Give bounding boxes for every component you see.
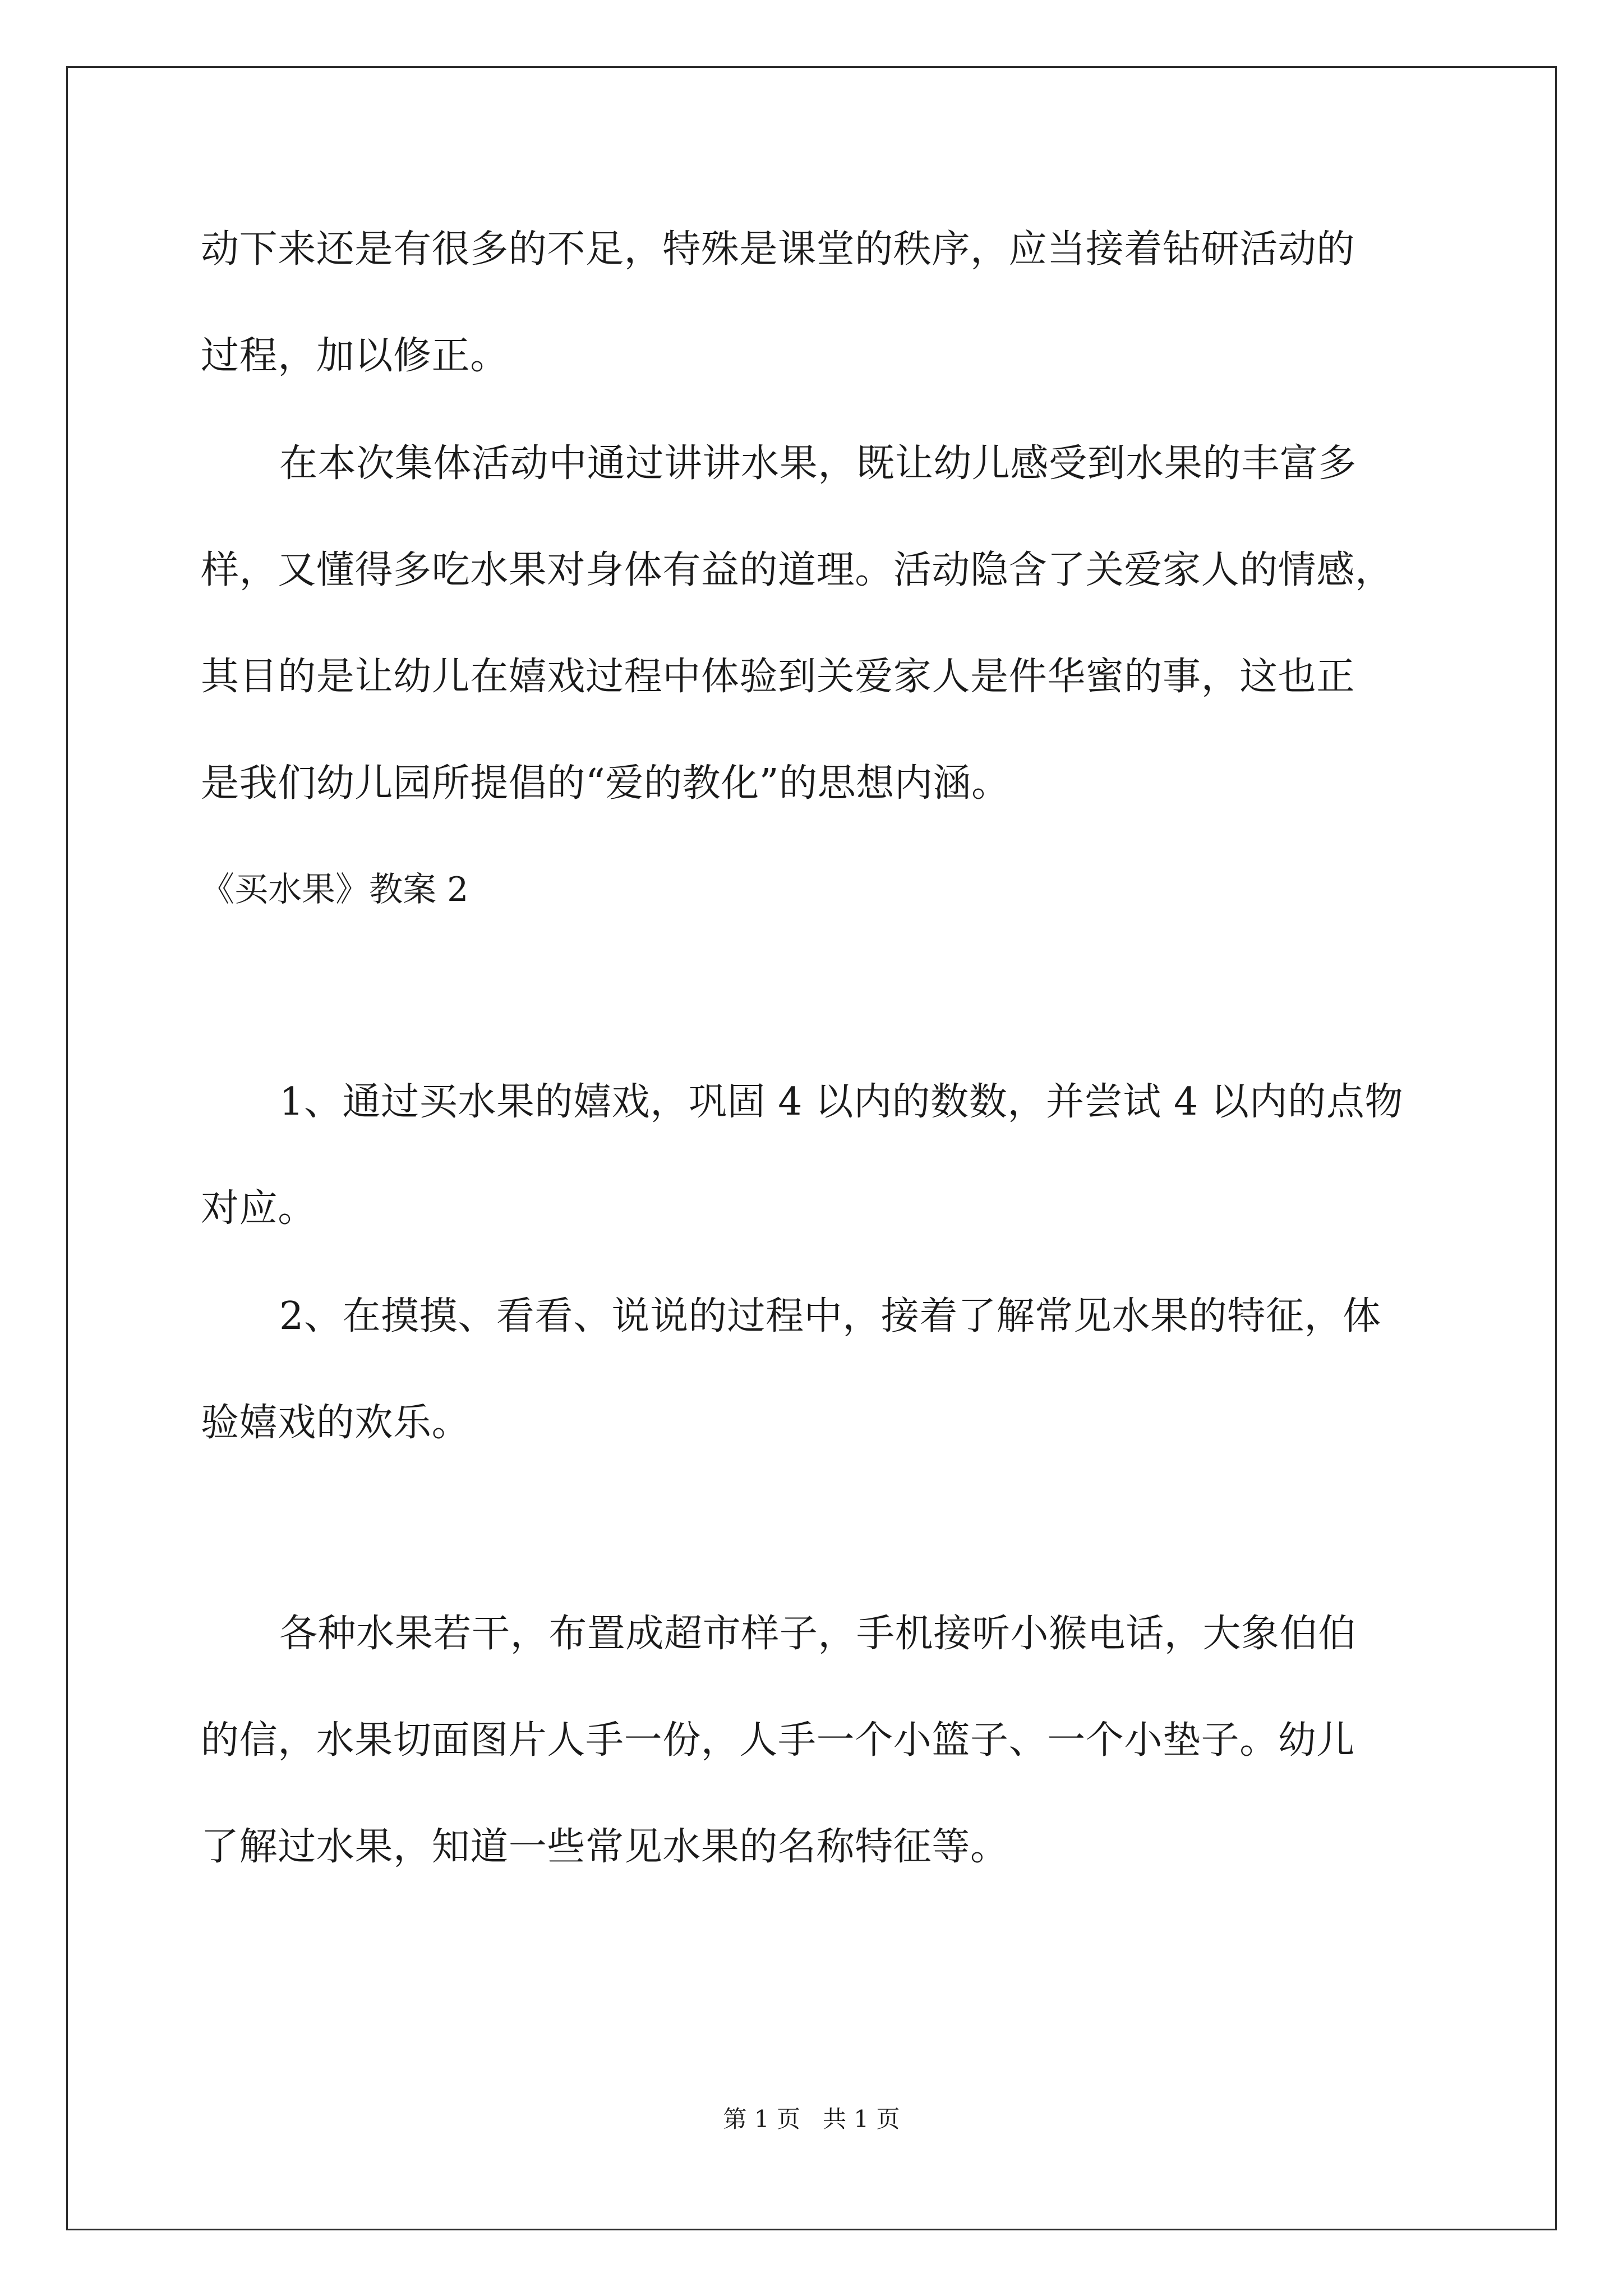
paragraph-line: 样，又懂得多吃水果对身体有益的道理。活动隐含了关爱家人的情感， [201,548,1394,592]
paragraph-line: 过程，加以修正。 [201,334,509,378]
paragraph-line: 的信，水果切面图片人手一份，人手一个小篮子、一个小垫子。幼儿 [201,1718,1355,1763]
paragraph-line: 各种水果若干，布置成超市样子，手机接听小猴电话，大象伯伯 [279,1612,1357,1656]
paragraph-line: 对应。 [201,1186,316,1231]
page-frame [66,66,1557,2230]
section-heading: 《买水果》教案 2 [201,870,469,909]
paragraph-line: 是我们幼儿园所提倡的“爱的教化”的思想内涵。 [201,761,1010,806]
paragraph-line: 1、通过买水果的嬉戏，巩固 4 以内的数数，并尝试 4 以内的点物 [279,1080,1404,1124]
paragraph-line: 了解过水果，知道一些常见水果的名称特征等。 [201,1825,1009,1869]
paragraph-line: 2、在摸摸、看看、说说的过程中，接着了解常见水果的特征，体 [279,1294,1381,1338]
paragraph-line: 验嬉戏的欢乐。 [201,1401,471,1445]
paragraph-line: 动下来还是有很多的不足，特殊是课堂的秩序，应当接着钻研活动的 [201,227,1355,272]
paragraph-line: 在本次集体活动中通过讲讲水果，既让幼儿感受到水果的丰富多 [279,441,1357,486]
page-footer: 第 1 页 共 1 页 [723,2105,900,2133]
paragraph-line: 其目的是让幼儿在嬉戏过程中体验到关爱家人是件华蜜的事，这也正 [201,655,1355,699]
